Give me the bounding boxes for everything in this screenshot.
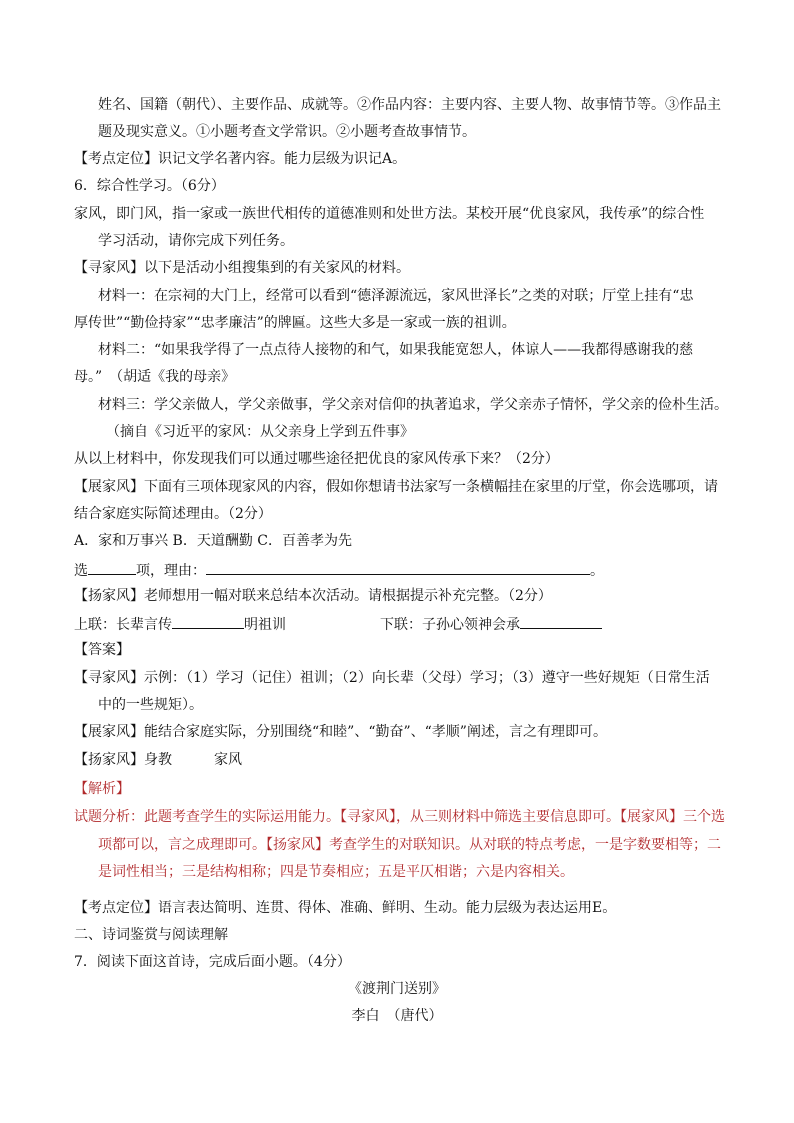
material-paragraph: 母。” （胡适《我的母亲》 <box>74 369 236 385</box>
analysis-text: 试题分析：此题考查学生的实际运用能力。【寻家风】，从三则材料中筛选主要信息即可。【展家风】三个选 <box>74 809 725 825</box>
material-paragraph: 材料二：“如果我学得了一点点待人接物的和气，如果我能宽恕人，体谅人——我都得感谢我的慈 <box>98 342 694 358</box>
options-line: A．家和万事兴 B．天道酬勤 C．百善孝为先 <box>74 533 353 549</box>
material-paragraph: 厚传世”“勤俭持家”“忠孝廉洁”的牌匾。这些大多是一家或一族的祖训。 <box>74 315 516 331</box>
answer-line: 【扬家风】身教 家风 <box>74 752 242 768</box>
reason-label: 项，理由： <box>136 563 206 579</box>
question-heading: 6．综合性学习。（6分） <box>74 178 225 194</box>
lower-blank[interactable] <box>520 613 602 629</box>
period: 。 <box>590 563 604 579</box>
material-paragraph: 材料三：学父亲做人，学父亲做事，学父亲对信仰的执著追求，学父亲赤子情怀，学父亲的俭朴生活。 <box>98 397 728 413</box>
answer-heading: 【答案】 <box>74 642 130 658</box>
lower-label: 下联：子孙心领神会承 <box>380 617 520 633</box>
section-heading: 【扬家风】老师想用一幅对联来总结本次活动。请根据提示补充完整。（2分） <box>74 588 552 604</box>
source-citation: （摘自《习近平的家风：从父亲身上学到五件事》 <box>106 424 414 440</box>
section-heading: 【寻家风】以下是活动小组搜集到的有关家风的材料。 <box>74 260 410 276</box>
reason-blank[interactable] <box>206 559 590 575</box>
upper-tail: 明祖训 <box>244 617 286 633</box>
choose-label: 选 <box>74 563 88 579</box>
analysis-text: 项都可以，言之成理即可。【扬家风】考查学生的对联知识。从对联的特点考虑，一是字数要相等；二 <box>98 837 721 853</box>
text-line: 题及现实意义。①小题考查文学常识。②小题考查故事情节。 <box>98 124 476 140</box>
upper-blank[interactable] <box>172 613 244 629</box>
question-heading: 7．阅读下面这首诗，完成后面小题。（4分） <box>74 954 351 970</box>
fill-in-line <box>74 559 604 579</box>
material-paragraph: 材料一：在宗祠的大门上，经常可以看到“德泽源流远，家风世泽长”之类的对联；厅堂上挂有“忠 <box>98 288 694 304</box>
couplet-upper <box>74 613 286 633</box>
answer-line: 【展家风】能结合家庭实际，分别围绕“和睦”、“勤奋”、“孝顺”阐述，言之有理即可。 <box>74 724 607 740</box>
text-line: 姓名、国籍（朝代）、主要作品、成就等。②作品内容：主要内容、主要人物、故事情节等。③作品主 <box>98 97 721 113</box>
text-line: 结合家庭实际简述理由。（2分） <box>74 506 272 522</box>
option-blank[interactable] <box>88 559 136 575</box>
exam-point-label: 【考点定位】语言表达简明、连贯、得体、准确、鲜明、生动。能力层级为表达运用E。 <box>74 900 617 916</box>
couplet-lower <box>380 613 602 633</box>
upper-label: 上联：长辈言传 <box>74 617 172 633</box>
text-line: 家风，即门风，指一家或一族世代相传的道德准则和处世方法。某校开展“优良家风，我传承”的综合性 <box>74 206 705 222</box>
answer-line: 【寻家风】示例：（1）学习（记住）祖训；（2）向长辈（父母）学习；（3）遵守一些好规矩（日常生活 <box>74 670 710 686</box>
text-line: 学习活动，请你完成下列任务。 <box>98 233 294 249</box>
answer-line: 中的一些规矩）。 <box>98 697 203 713</box>
exam-point-label: 【考点定位】识记文学名著内容。能力层级为识记A。 <box>74 151 407 167</box>
section-heading: 【展家风】下面有三项体现家风的内容，假如你想请书法家写一条横幅挂在家里的厅堂，你会选哪项，请 <box>74 479 718 495</box>
part-heading: 二、诗词鉴赏与阅读理解 <box>74 927 228 943</box>
question-prompt: 从以上材料中，你发现我们可以通过哪些途径把优良的家风传承下来？（2分） <box>74 451 559 467</box>
analysis-heading: 【解析】 <box>74 781 130 797</box>
poem-author: 李白 （唐代） <box>351 1008 443 1024</box>
poem-title: 《渡荆门送别》 <box>348 981 446 997</box>
analysis-text: 是词性相当；三是结构相称；四是节奏相应；五是平仄相谐；六是内容相关。 <box>98 864 574 880</box>
